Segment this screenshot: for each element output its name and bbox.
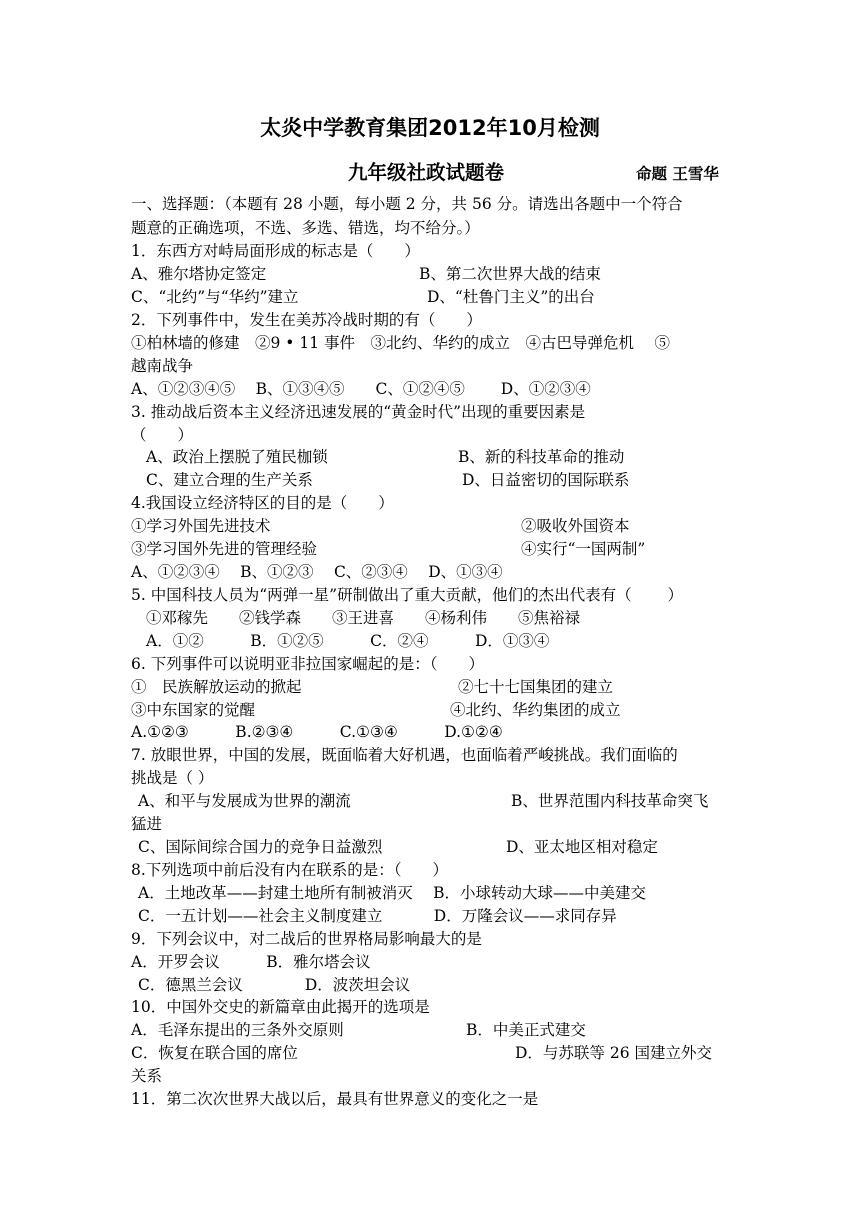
q8-options-line-2: C．一五计划——社会主义制度建立 D．万隆会议——求同存异 bbox=[138, 907, 617, 925]
question-2: 2．下列事件中，发生在美苏冷战时期的有（ ） bbox=[131, 311, 482, 329]
exam-subtitle: 九年级社政试题卷 bbox=[348, 161, 505, 184]
q3-option-a: A、政治上摆脱了殖民枷锁 bbox=[146, 448, 328, 466]
question-1: 1．东西方对峙局面形成的标志是（ ） bbox=[131, 242, 420, 260]
q6-item-3: ③中东国家的觉醒 bbox=[131, 701, 256, 719]
q8-options-line-1: A．土地改革——封建土地所有制被消灭 B．小球转动大球——中美建交 bbox=[138, 884, 647, 902]
q6-item-2: ②七十七国集团的建立 bbox=[458, 678, 614, 696]
question-3: 3. 推动战后资本主义经济迅速发展的“黄金时代”出现的重要因素是 bbox=[131, 403, 586, 421]
q10-option-b: B．中美正式建交 bbox=[466, 1021, 586, 1039]
q9-options-line-2: C．德黑兰会议 D．波茨坦会议 bbox=[138, 976, 411, 994]
section-heading-line-1: 一、选择题：（本题有 28 小题，每小题 2 分，共 56 分。请选出各题中一个符合 bbox=[131, 195, 683, 213]
q7-option-b-cont: 猛进 bbox=[131, 815, 163, 833]
q9-options-line-1: A．开罗会议 B．雅尔塔会议 bbox=[131, 953, 371, 971]
q3-option-d: D、日益密切的国际联系 bbox=[462, 471, 630, 489]
question-7-cont: 挑战是（ ） bbox=[131, 769, 214, 787]
q1-option-c: C、“北约”与“华约”建立 bbox=[131, 288, 299, 306]
q4-options: A、①②③④ B、①②③ C、②③④ D、①③④ bbox=[131, 563, 503, 581]
exam-author: 命题 王雪华 bbox=[636, 165, 719, 183]
question-8: 8.下列选项中前后没有内在联系的是：（ ） bbox=[131, 861, 449, 879]
q3-option-c: C、建立合理的生产关系 bbox=[146, 471, 313, 489]
q2-options: A、①②③④⑤ B、①③④⑤ C、①②④⑤ D、①②③④ bbox=[131, 380, 591, 398]
section-heading-line-2: 题意的正确选项，不选、多选、错选，均不给分。） bbox=[131, 219, 480, 237]
q10-option-c: C．恢复在联合国的席位 bbox=[131, 1044, 298, 1062]
q4-item-1: ①学习外国先进技术 bbox=[131, 517, 271, 535]
q1-option-d: D、“杜鲁门主义”的出台 bbox=[427, 288, 595, 306]
q6-item-1: ① 民族解放运动的掀起 bbox=[131, 678, 302, 696]
q5-options: A．①② B．①②⑤ C．②④ D．①③④ bbox=[146, 632, 550, 650]
q2-items-line-1: ①柏林墙的修建 ②9 • 11 事件 ③北约、华约的成立 ④古巴导弹危机 ⑤ bbox=[131, 334, 670, 352]
q4-item-4: ④实行“一国两制” bbox=[521, 540, 646, 558]
q7-option-c: C、国际间综合国力的竞争日益激烈 bbox=[138, 838, 383, 856]
question-3-cont: （ ） bbox=[131, 426, 194, 444]
q6-options: A.①②③ B.②③④ C.①③④ D.①②④ bbox=[131, 723, 503, 741]
q10-option-d: D．与苏联等 26 国建立外交 bbox=[515, 1044, 713, 1062]
question-11: 11．第二次次世界大战以后，最具有世界意义的变化之一是 bbox=[131, 1090, 539, 1108]
q5-items: ①邓稼先 ②钱学森 ③王进喜 ④杨利伟 ⑤焦裕禄 bbox=[146, 609, 581, 627]
q10-option-a: A．毛泽东提出的三条外交原则 bbox=[131, 1021, 344, 1039]
question-10: 10．中国外交史的新篇章由此揭开的选项是 bbox=[131, 998, 430, 1016]
q4-item-3: ③学习国外先进的管理经验 bbox=[131, 540, 318, 558]
q2-items-line-2: 越南战争 bbox=[131, 357, 194, 375]
question-9: 9．下列会议中，对二战后的世界格局影响最大的是 bbox=[131, 930, 482, 948]
q3-option-b: B、新的科技革命的推动 bbox=[458, 448, 625, 466]
q10-option-d-cont: 关系 bbox=[131, 1067, 163, 1085]
exam-title: 太炎中学教育集团2012年10月检测 bbox=[260, 116, 600, 140]
question-7: 7. 放眼世界，中国的发展，既面临着大好机遇，也面临着严峻挑战。我们面临的 bbox=[131, 746, 678, 764]
q1-option-a: A、雅尔塔协定签定 bbox=[131, 265, 267, 283]
question-4: 4.我国设立经济特区的目的是（ ） bbox=[131, 494, 394, 512]
question-5: 5. 中国科技人员为“两弹一星”研制做出了重大贡献，他们的杰出代表有（ ） bbox=[131, 586, 683, 604]
q7-option-b: B、世界范围内科技革命突飞 bbox=[511, 792, 709, 810]
question-6: 6. 下列事件可以说明亚非拉国家崛起的是：（ ） bbox=[131, 655, 484, 673]
q6-item-4: ④北约、华约集团的成立 bbox=[450, 701, 621, 719]
q7-option-d: D、亚太地区相对稳定 bbox=[506, 838, 658, 856]
q7-option-a: A、和平与发展成为世界的潮流 bbox=[138, 792, 351, 810]
q4-item-2: ②吸收外国资本 bbox=[521, 517, 630, 535]
q1-option-b: B、第二次世界大战的结束 bbox=[419, 265, 601, 283]
